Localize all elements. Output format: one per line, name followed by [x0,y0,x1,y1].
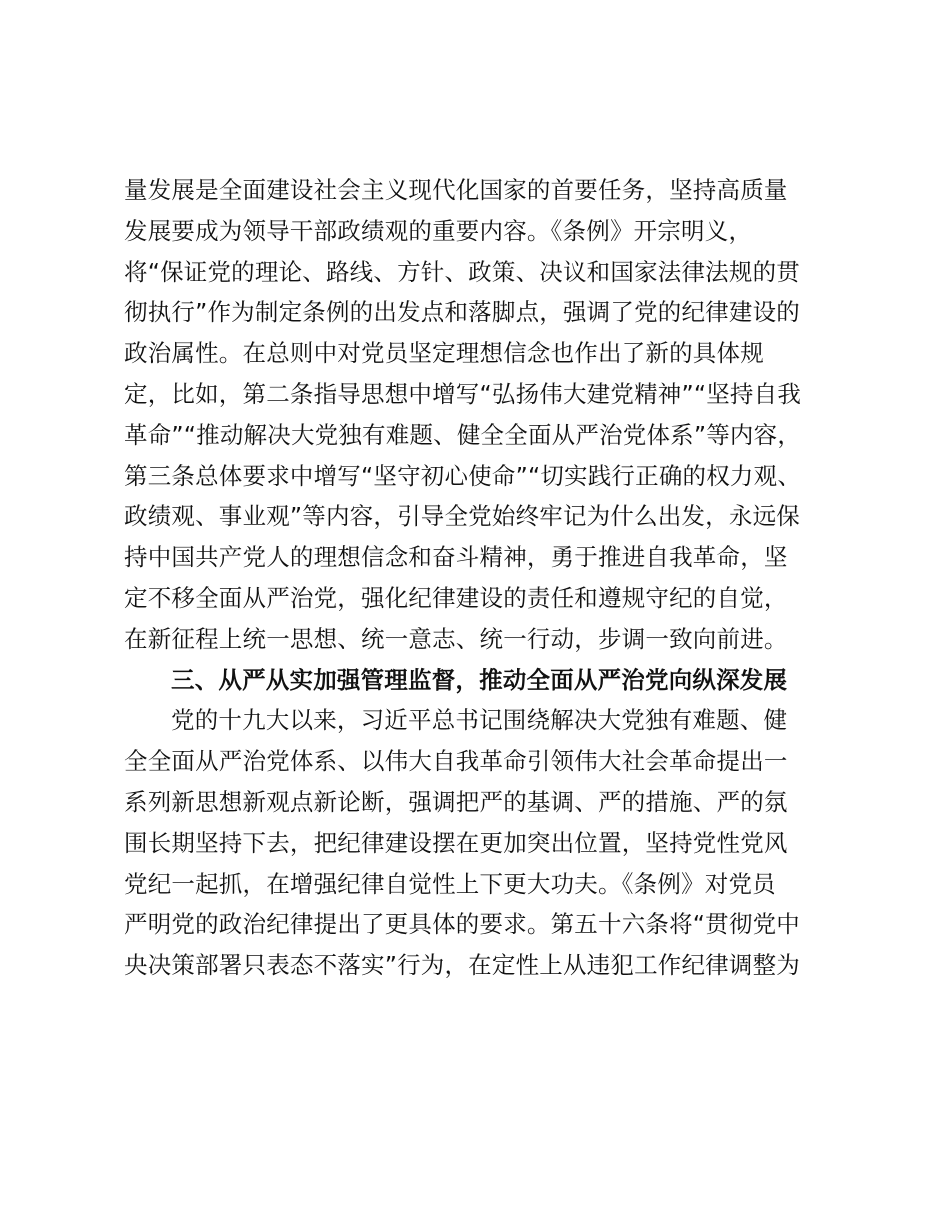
text-line: 持中国共产党人的理想信念和奋斗精神，勇于推进自我革命，坚 [124,543,788,572]
text-line: 在新征程上统一思想、统一意志、统一行动，步调一致向前进。 [124,624,788,653]
text-line: 定不移全面从严治党，强化纪律建设的责任和遵规守纪的自觉， [124,583,788,612]
text-line: 将“保证党的理论、路线、方针、政策、决议和国家法律法规的贯 [124,257,800,286]
text-line: 系列新思想新观点新论断，强调把严的基调、严的措施、严的氛 [124,787,788,816]
text-line: 围长期坚持下去，把纪律建设摆在更加突出位置，坚持党性党风 [124,828,788,857]
text-line: 发展要成为领导干部政绩观的重要内容。《条例》开宗明义， [124,216,753,245]
text-line: 定，比如，第二条指导思想中增写“弘扬伟大建党精神”“坚持自我 [124,379,802,408]
text-line: 量发展是全面建设社会主义现代化国家的首要任务，坚持高质量 [124,176,788,204]
text-line: 严明党的政治纪律提出了更具体的要求。第五十六条将“贯彻党中 [124,910,800,939]
text-line: 党纪一起抓，在增强纪律自觉性上下更大功夫。《条例》对党员 [124,869,776,898]
text-line: 全全面从严治党体系、以伟大自我革命引领伟大社会革命提出一 [124,747,788,776]
text-line: 第三条总体要求中增写“坚守初心使命”“切实践行正确的权力观、 [124,461,802,490]
text-line: 革命”“推动解决大党独有难题、健全全面从严治党体系”等内容， [124,420,802,449]
text-line: 央决策部署只表态不落实”行为，在定性上从违犯工作纪律调整为 [124,951,800,980]
text-line: 政治属性。在总则中对党员坚定理想信念也作出了新的具体规 [124,339,764,368]
section-heading: 三、从严从实加强管理监督，推动全面从严治党向纵深发展 [171,665,788,694]
text-line: 彻执行”作为制定条例的出发点和落脚点，强调了党的纪律建设的 [124,298,800,327]
text-line: 党的十九大以来，习近平总书记围绕解决大党独有难题、健 [171,706,788,735]
body-text [124,170,836,986]
text-line: 政绩观、事业观”等内容，引导全党始终牢记为什么出发，永远保 [124,502,800,531]
